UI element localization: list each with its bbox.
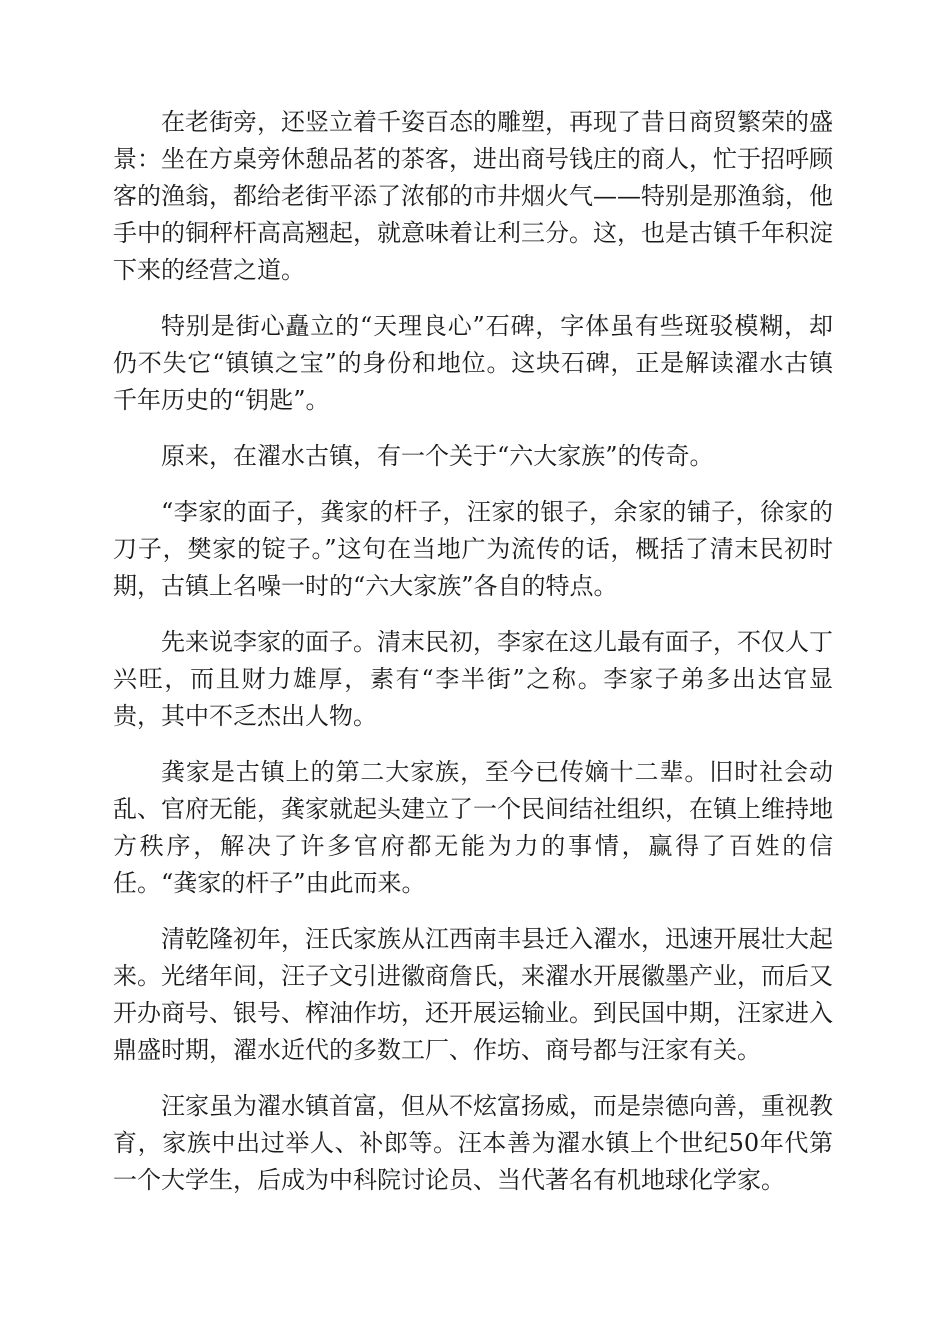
paragraph-7: 清乾隆初年，汪氏家族从江西南丰县迁入濯水，迅速开展壮大起来。光绪年间，汪子文引进徽商詹氏，来濯水开展徽墨产业，而后又开办商号、银号、榨油作坊，还开展运输业。到民国中期，汪家进入鼎盛时期，濯水近代的多数工厂、作坊、商号都与汪家有关。 (113, 925, 833, 1064)
paragraph-6: 龚家是古镇上的第二大家族，至今已传嫡十二辈。旧时社会动乱、官府无能，龚家就起头建立了一个民间结社组织，在镇上维持地方秩序，解决了许多官府都无能为力的事情，赢得了百姓的信任。“龚家的杆子”由此而来。 (113, 758, 833, 897)
document-page (113, 104, 833, 1218)
paragraph-5: 先来说李家的面子。清末民初，李家在这儿最有面子，不仅人丁兴旺，而且财力雄厚，素有“李半街”之称。李家子弟多出达官显贵，其中不乏杰出人物。 (113, 628, 833, 730)
paragraph-4: “李家的面子，龚家的杆子，汪家的银子，余家的铺子，徐家的刀子，樊家的锭子。”这句在当地广为流传的话，概括了清末民初时期，古镇上名噪一时的“六大家族”各自的特点。 (113, 498, 833, 600)
paragraph-8: 汪家虽为濯水镇首富，但从不炫富扬威，而是崇德向善，重视教育，家族中出过举人、补郎等。汪本善为濯水镇上个世纪50年代第一个大学生，后成为中科院讨论员、当代著名有机地球化学家。 (113, 1092, 833, 1194)
paragraph-2: 特别是街心矗立的“天理良心”石碑，字体虽有些斑驳模糊，却仍不失它“镇镇之宝”的身份和地位。这块石碑，正是解读濯水古镇千年历史的“钥匙”。 (113, 312, 833, 414)
paragraph-3: 原来，在濯水古镇，有一个关于“六大家族”的传奇。 (161, 442, 714, 470)
paragraph-1: 在老街旁，还竖立着千姿百态的雕塑，再现了昔日商贸繁荣的盛景：坐在方桌旁休憩品茗的茶客，进出商号钱庄的商人，忙于招呼顾客的渔翁，都给老街平添了浓郁的市井烟火气——特别是那渔翁，他手中的铜秤杆高高翘起，就意味着让利三分。这，也是古镇千年积淀下来的经营之道。 (113, 108, 833, 284)
